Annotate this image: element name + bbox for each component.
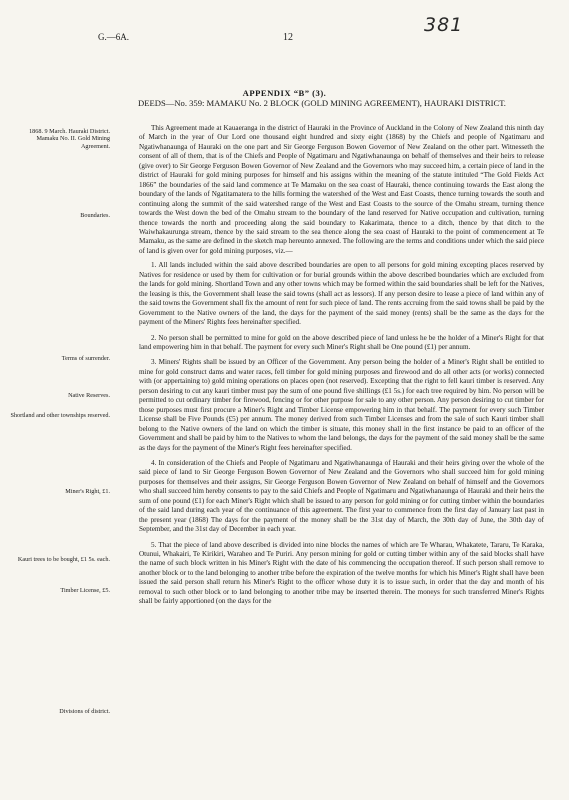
margin-note-shortland: Shortland and other townships reserved.: [10, 412, 110, 419]
appendix-title: APPENDIX “B” (3).: [242, 88, 327, 98]
preamble-paragraph: This Agreement made at Kauaeranga in the district of Hauraki in the Province of Auckland in the Colony of New Zealand this ninth day of March in the year of Our Lord one thousand eight hundred and sixty eight (1868) by the Chiefs and people of Ngatimaru and Ngatiwhanaunga of Hauraki on the one part and Sir George Ferguson Bowen Governor of New Zealand on the other part. Witnesseth the consent of all of them, that is of the Chiefs and People of Ngatimaru and Ngatiwhanaunga on behalf of themselves and their heirs to release (give over) to Sir George Ferguson Bowen Governor of New Zealand and the Governors who may succeed him, a certain piece of land in the district of Hauraki for gold mining purposes for himself and his assigns within the meaning of the statute intituled “The Gold Fields Act 1866” the boundaries of the said land commence at Te Mamaku on the sea coast of Hauraki, thence continuing towards the East along the boundary of the lands of Ngatitamatera to the hills forming the watershed of the West and East Coasts, thence turning towards the south and continuing along the summit of the said watershed range of the West and East Coasts to the source of the Omahu stream, turning thence towards the West down the bed of the Omahu stream to the boundary of the land reserved for Native occupation and cultivation, turning thence towards the north and proceeding along the said boundary to Kakarimata, thence to a ditch, thence by that ditch to the Waiwhakaurunga stream, thence by the said stream to the sea thence along the sea coast of Hauraki to the point of commencement at Te Mamaku, as the same are defined in the sketch map hereunto annexed. The following are the terms and conditions under which the said piece of land is given over for gold mining purposes, viz.—: [139, 124, 544, 255]
deed-body: [139, 124, 544, 613]
margin-note-terms: Terms of surrender.: [61, 355, 110, 362]
page-number: 12: [283, 32, 293, 43]
margin-note-date: 1868. 9 March. Hauraki District. Mamaku No. II. Gold Mining Agreement.: [29, 128, 110, 150]
clause-1-paragraph: 1. All lands included within the said above described boundaries are open to all persons for gold mining excepting places reserved by Natives for residence or used by them for cultivation or for burial grounds within the above described boundaries which are excluded from the lands for gold mining. Shortland Town and any other towns which may be formed within the said boundaries shall be left for the Natives, the leasing is this, the Government shall lease the said towns (shall act as lessors). If any person desire to lease a piece of land within any of the said towns the Government shall fix the amount of rent for such piece of land. The rents accruing from the said towns shall be paid by the Government to the Native owners of the land, the days for the payment of the said money (rents) shall be the same as the days for the payment of the Miners' Rights fees hereinafter specified.: [139, 261, 544, 327]
margin-note-miners-right: Miner's Right, £1.: [65, 488, 110, 495]
clause-2-paragraph: 2. No person shall be permitted to mine for gold on the above described piece of land unless he be the holder of a Miner's Right for that land empowering him in that behalf. The payment for every such Miner's Right shall be One pound (£1) per annum.: [139, 333, 544, 351]
margin-note-divisions: Divisions of district.: [59, 708, 110, 715]
margin-note-kauri-trees: Kauri trees to be bought, £1 5s. each.: [17, 556, 110, 563]
margin-note-timber-license: Timber License, £5.: [60, 587, 110, 594]
handwritten-folio-number: 381: [424, 14, 464, 36]
deed-title: DEEDS—No. 359: MAMAKU No. 2 BLOCK (GOLD MINING AGREEMENT), HAURAKI DISTRICT.: [138, 98, 506, 108]
clause-5-paragraph: 5. That the piece of land above described is divided into nine blocks the names of which are Te Wharau, Whakatete, Tararu, Te Karaka, Otunui, Whakairi, Te Kirikiri, Waraheo and Te Puriri. Any person mining for gold or cutting timber within any of the said blocks shall have the name of such block written in his Miner's Right with the date of his commencing the occupation thereof. If such person shall remove to another block or to the land belonging to another tribe before the expiration of the twelve months for which his Miner's Right shall have been issued the said person shall return his Miner's Right to the officer whose duty it is to issue such, in order that the day and month of his removal to such other block or to land belonging to another tribe may be inserted therein. The moneys for such transferred Miner's Rights shall be fairly apportioned (on the days for the: [139, 540, 544, 606]
document-code: G.—6A.: [98, 32, 129, 42]
clause-4-paragraph: 4. In consideration of the Chiefs and People of Ngatimaru and Ngatiwhanaunga of Hauraki and their heirs giving over the whole of the said piece of land to Sir George Ferguson Bowen Governor of New Zealand and the Governors who shall succeed him for gold mining purposes for themselves and their assigns, Sir George Ferguson Bowen Governor of New Zealand on behalf of himself and the Governors who shall succeed him hereby consents to pay to the said Chiefs and People of Ngatimaru and Ngatiwhanaunga of Hauraki and their heirs the sum of one pound (£1) for each Miner's Right which shall be issued to any person for gold mining or for cutting timber within the boundaries of the said land during each year of the continuance of this agreement. The first year to commence from the first day of January last past in the present year (1868) The days for the payment of the money shall be the 31st day of March, the 30th day of June, the 30th day of September, and the 31st day of December in each year.: [139, 458, 544, 534]
margin-note-boundaries: Boundaries.: [80, 212, 110, 219]
margin-note-native-reserves: Native Reserves.: [68, 392, 110, 399]
clause-3-paragraph: 3. Miners' Rights shall be issued by an Officer of the Government. Any person being the holder of a Miner's Right shall be entitled to mine for gold construct dams and water races, fell timber for gold mining purposes and firewood and do all other acts (or works) connected with (or appertaining to) gold mining operations on places open (not reserved). Excepting that the right to fell kauri timber is reserved. Any person desiring to cut any kauri timber must pay the sum of one pound five shillings (£1 5s.) for each tree required by him. No person will be permitted to cut ordinary timber for firewood, fencing or for other purpose for sale to any other person. Any person desiring to cut timber for those purposes must first procure a Miner's Right and Timber License empowering him in that behalf. The payment for every such Timber License shall be Five Pounds (£5) per annum. The money derived from such Timber Licenses and from the sale of such Kauri timber shall belong to the Native owners of the land on which the timber is situate, this money shall in the first instance be paid to an officer of the Government and shall be paid by him to the Natives to whom the land belongs, the days for the payment of the said money shall be the same as the days for the payment of the Miner's Right fees hereinafter specified.: [139, 358, 544, 452]
